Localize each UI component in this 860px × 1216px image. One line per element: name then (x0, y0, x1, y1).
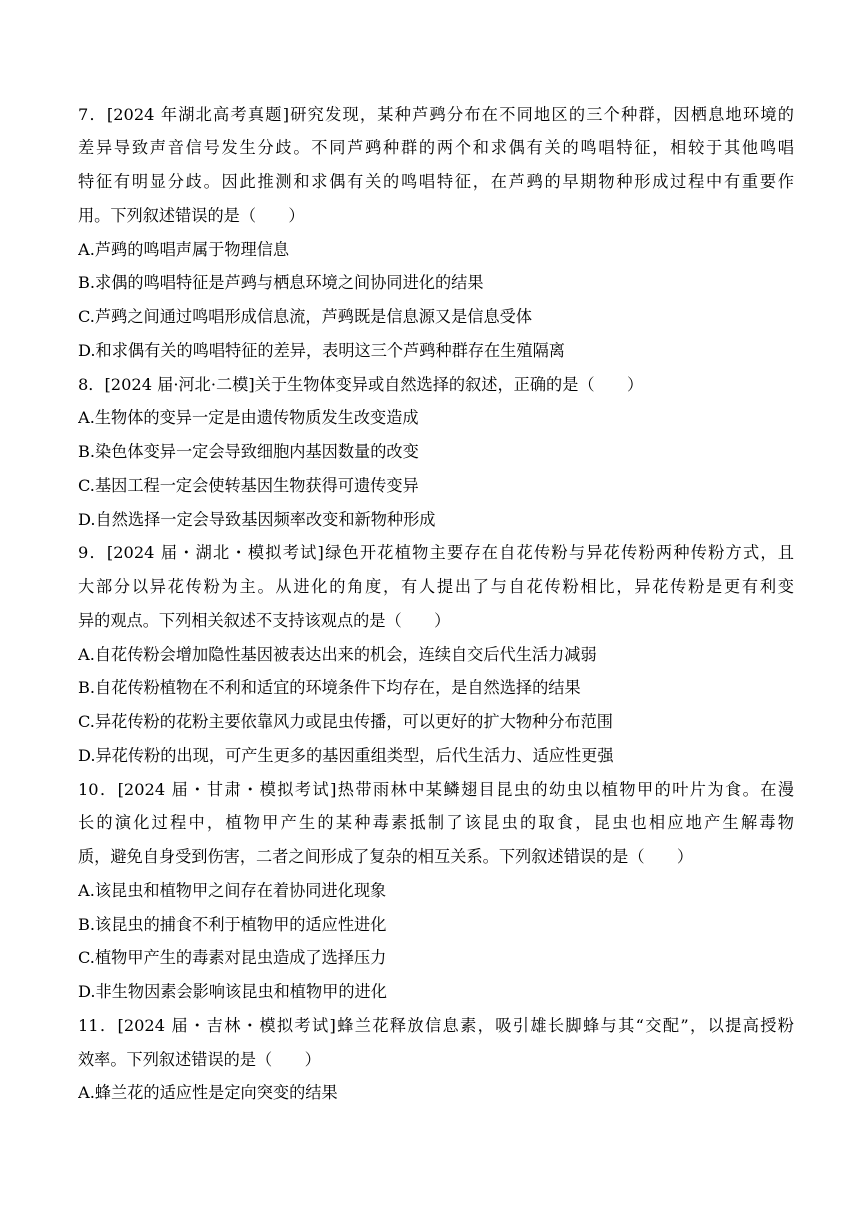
question-10-stem-line-3: 质，避免自身受到伤害，二者之间形成了复杂的相互关系。下列叙述错误的是（ ） (78, 847, 694, 866)
question-7-stem-line-2: 差异导致声音信号发生分歧。不同芦鹀种群的两个和求偶有关的鸣唱特征，相较于其他鸣唱 (78, 138, 794, 157)
question-9-option-a: A.自花传粉会增加隐性基因被表达出来的机会，连续自交后代生活力减弱 (78, 645, 597, 664)
question-9-option-d: D.异花传粉的出现，可产生更多的基因重组类型，后代生活力、适应性更强 (78, 746, 614, 765)
question-7-stem-line-4: 用。下列叙述错误的是（ ） (78, 206, 305, 225)
question-7-option-a: A.芦鹀的鸣唱声属于物理信息 (78, 240, 290, 259)
question-9-stem-line-2: 大部分以异花传粉为主。从进化的角度，有人提出了与自花传粉相比，异花传粉是更有利变 (78, 577, 794, 596)
question-9-stem-line-3: 异的观点。下列相关叙述不支持该观点的是（ ） (78, 611, 451, 630)
question-7-option-c: C.芦鹀之间通过鸣唱形成信息流，芦鹀既是信息源又是信息受体 (78, 307, 533, 326)
question-9-option-b: B.自花传粉植物在不利和适宜的环境条件下均存在，是自然选择的结果 (78, 678, 581, 697)
question-7-option-d: D.和求偶有关的鸣唱特征的差异，表明这三个芦鹀种群存在生殖隔离 (78, 341, 565, 360)
question-8-option-b: B.染色体变异一定会导致细胞内基因数量的改变 (78, 442, 419, 461)
question-8-option-c: C.基因工程一定会使转基因生物获得可遗传变异 (78, 476, 419, 495)
question-11-stem-line-1: 11．[2024 届・吉林・模拟考试]蜂兰花释放信息素，吸引雄长脚蜂与其“交配”，以提高授粉 (78, 1016, 794, 1035)
question-11-stem-line-2: 效率。下列叙述错误的是（ ） (78, 1050, 321, 1069)
question-7-stem-line-3: 特征有明显分歧。因此推测和求偶有关的鸣唱特征，在芦鹀的早期物种形成过程中有重要作 (78, 172, 794, 191)
question-9-option-c: C.异花传粉的花粉主要依靠风力或昆虫传播，可以更好的扩大物种分布范围 (78, 712, 613, 731)
question-10-stem-line-1: 10．[2024 届・甘肃・模拟考试]热带雨林中某鳞翅目昆虫的幼虫以植物甲的叶片为食。在漫 (78, 780, 794, 799)
question-9-stem-line-1: 9．[2024 届・湖北・模拟考试]绿色开花植物主要存在自花传粉与异花传粉两种传粉方式，且 (78, 543, 794, 562)
question-8-option-a: A.生物体的变异一定是由遗传物质发生改变造成 (78, 408, 419, 427)
question-10-option-c: C.植物甲产生的毒素对昆虫造成了选择压力 (78, 948, 387, 967)
question-11-option-a: A.蜂兰花的适应性是定向突变的结果 (78, 1083, 338, 1102)
question-8-stem-line-1: 8．[2024 届·河北·二模]关于生物体变异或自然选择的叙述，正确的是（ ） (78, 375, 644, 394)
question-7-stem-line-1: 7．[2024 年湖北高考真题]研究发现，某种芦鹀分布在不同地区的三个种群，因栖息地环境的 (78, 105, 794, 124)
question-7-option-b: B.求偶的鸣唱特征是芦鹀与栖息环境之间协同进化的结果 (78, 273, 484, 292)
question-10-option-a: A.该昆虫和植物甲之间存在着协同进化现象 (78, 881, 387, 900)
question-10-option-d: D.非生物因素会影响该昆虫和植物甲的进化 (78, 982, 387, 1001)
question-10-stem-line-2: 长的演化过程中，植物甲产生的某种毒素抵制了该昆虫的取食，昆虫也相应地产生解毒物 (78, 813, 794, 832)
question-10-option-b: B.该昆虫的捕食不利于植物甲的适应性进化 (78, 915, 387, 934)
question-8-option-d: D.自然选择一定会导致基因频率改变和新物种形成 (78, 510, 436, 529)
